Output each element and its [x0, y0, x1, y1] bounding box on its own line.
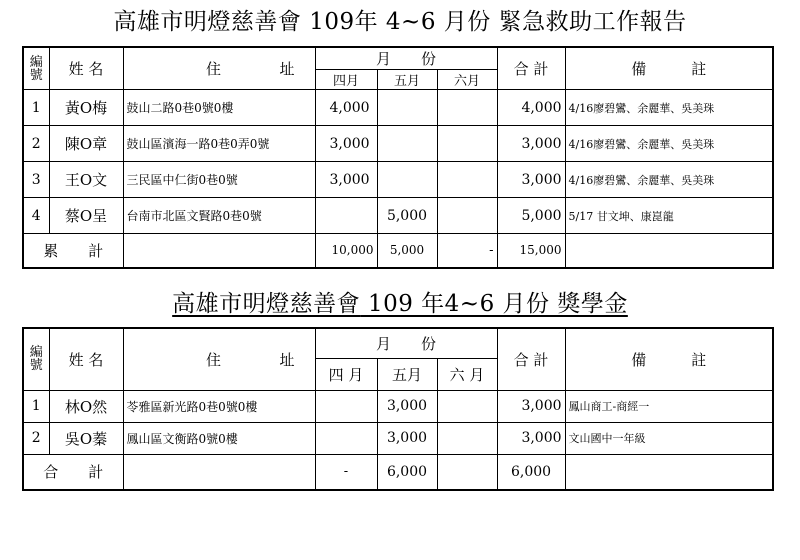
cell-june: [437, 162, 497, 198]
header-serial-no: 編 號: [23, 47, 49, 90]
cell-address: 鳳山區文衡路0號0樓: [123, 422, 315, 454]
header-june: 六月: [437, 70, 497, 90]
header-address: 住 址: [123, 47, 315, 90]
cell-june: [437, 90, 497, 126]
cell-address: 鼓山區濱海一路0巷0弄0號: [123, 126, 315, 162]
summary-total: 6,000: [497, 454, 565, 490]
summary-total: 15,000: [497, 234, 565, 268]
cell-total: 3,000: [497, 422, 565, 454]
summary-june: -: [437, 234, 497, 268]
summary-note: [565, 234, 773, 268]
cell-name: 蔡O呈: [49, 198, 123, 234]
summary-row: [23, 454, 773, 490]
cell-serial-no: 3: [23, 162, 49, 198]
header-note: 備 註: [565, 328, 773, 390]
cell-address: 台南市北區文賢路0巷0號: [123, 198, 315, 234]
header-total: 合 計: [497, 47, 565, 90]
table-header-row: [23, 328, 773, 358]
summary-april: 10,000: [315, 234, 377, 268]
cell-may: 5,000: [377, 198, 437, 234]
cell-address: 苓雅區新光路0巷0號0樓: [123, 390, 315, 422]
table-row: [23, 126, 773, 162]
header-april: 四 月: [315, 358, 377, 390]
cell-serial-no: 4: [23, 198, 49, 234]
header-total: 合 計: [497, 328, 565, 390]
header-june: 六 月: [437, 358, 497, 390]
cell-april: [315, 390, 377, 422]
summary-label: 合 計: [23, 454, 123, 490]
table-header-row: [23, 47, 773, 70]
table-row: [23, 162, 773, 198]
summary-note: [565, 454, 773, 490]
cell-june: [437, 422, 497, 454]
cell-name: 吳O蓁: [49, 422, 123, 454]
scholarship-table: [22, 327, 774, 491]
cell-note: 4/16廖碧鸞、余麗華、吳美珠: [565, 126, 773, 162]
cell-note: 文山國中一年級: [565, 422, 773, 454]
table-row: [23, 198, 773, 234]
cell-june: [437, 126, 497, 162]
cell-may: [377, 126, 437, 162]
cell-total: 3,000: [497, 390, 565, 422]
summary-june: [437, 454, 497, 490]
header-month-group: 月 份: [315, 328, 497, 358]
cell-april: [315, 198, 377, 234]
header-name: 姓 名: [49, 328, 123, 390]
cell-name: 王O文: [49, 162, 123, 198]
header-month-group: 月 份: [315, 47, 497, 70]
summary-empty-cell: [123, 234, 315, 268]
cell-note: 5/17 甘文坤、康崑龍: [565, 198, 773, 234]
cell-serial-no: 1: [23, 90, 49, 126]
cell-may: 3,000: [377, 390, 437, 422]
cell-april: 3,000: [315, 126, 377, 162]
cell-serial-no: 1: [23, 390, 49, 422]
header-address: 住 址: [123, 328, 315, 390]
cell-serial-no: 2: [23, 126, 49, 162]
table-row: [23, 390, 773, 422]
header-may: 五月: [377, 70, 437, 90]
cell-total: 3,000: [497, 126, 565, 162]
cell-note: 4/16廖碧鸞、余麗華、吳美珠: [565, 90, 773, 126]
cell-address: 鼓山二路0巷0號0樓: [123, 90, 315, 126]
cell-serial-no: 2: [23, 422, 49, 454]
cell-address: 三民區中仁街0巷0號: [123, 162, 315, 198]
header-serial-no: 編 號: [23, 328, 49, 390]
summary-may: 6,000: [377, 454, 437, 490]
summary-label: 累 計: [23, 234, 123, 268]
cell-note: 4/16廖碧鸞、余麗華、吳美珠: [565, 162, 773, 198]
header-name: 姓 名: [49, 47, 123, 90]
cell-april: [315, 422, 377, 454]
summary-row: [23, 234, 773, 268]
cell-june: [437, 390, 497, 422]
cell-total: 4,000: [497, 90, 565, 126]
cell-name: 陳O章: [49, 126, 123, 162]
cell-note: 鳳山商工-商經一: [565, 390, 773, 422]
cell-april: 3,000: [315, 162, 377, 198]
cell-june: [437, 198, 497, 234]
summary-may: 5,000: [377, 234, 437, 268]
header-may: 五月: [377, 358, 437, 390]
summary-empty-cell: [123, 454, 315, 490]
cell-total: 5,000: [497, 198, 565, 234]
table-row: [23, 90, 773, 126]
emergency-aid-table: [22, 46, 774, 269]
cell-total: 3,000: [497, 162, 565, 198]
cell-name: 林O然: [49, 390, 123, 422]
cell-name: 黃O梅: [49, 90, 123, 126]
cell-may: [377, 162, 437, 198]
summary-april: -: [315, 454, 377, 490]
report-title-emergency: 高雄市明燈慈善會 109年 4~6 月份 緊急救助工作報告: [113, 9, 687, 35]
header-note: 備 註: [565, 47, 773, 90]
report-title-scholarship: 高雄市明燈慈善會 109 年4~6 月份 獎學金: [172, 291, 628, 317]
header-april: 四月: [315, 70, 377, 90]
cell-april: 4,000: [315, 90, 377, 126]
table-row: [23, 422, 773, 454]
cell-may: 3,000: [377, 422, 437, 454]
cell-may: [377, 90, 437, 126]
